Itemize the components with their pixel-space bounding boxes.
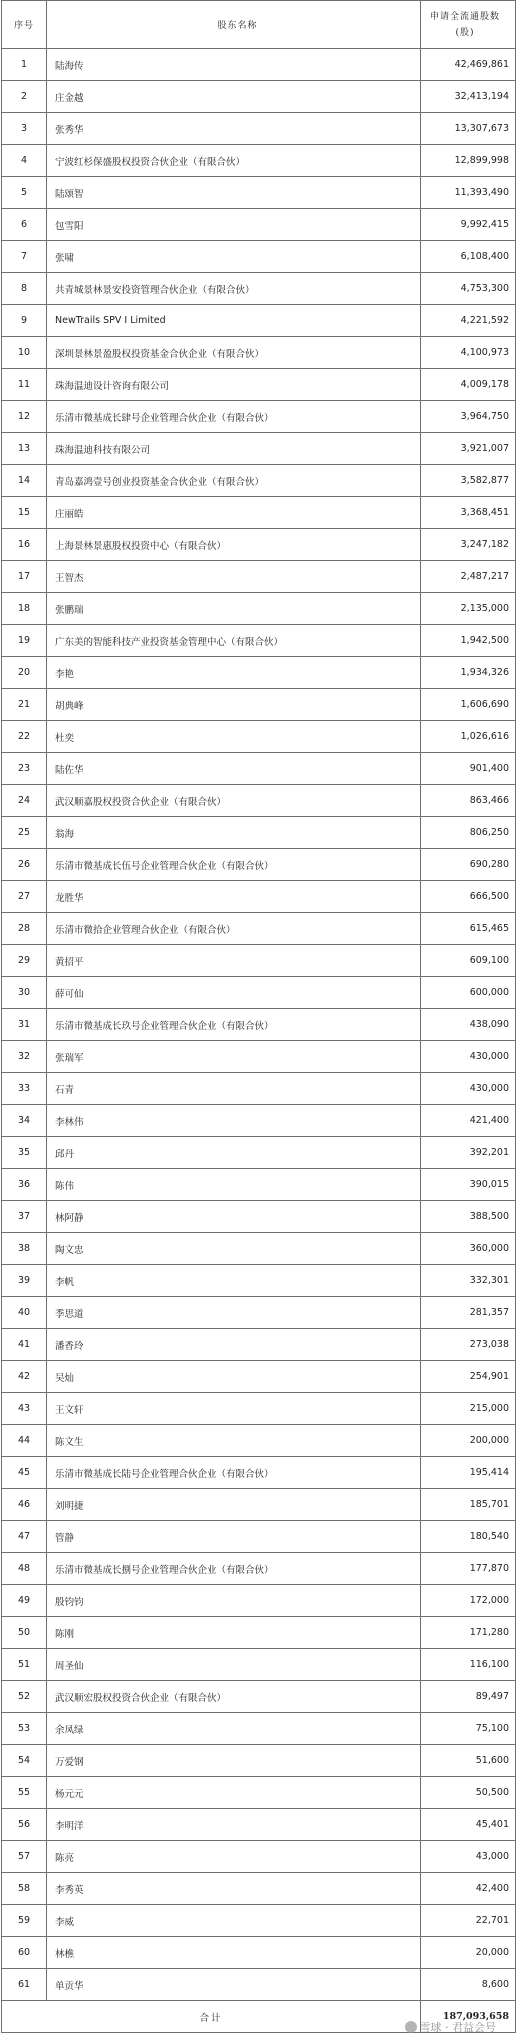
row-shares: 690,280 <box>421 849 516 881</box>
row-name: 包雪阳 <box>47 209 421 241</box>
table-row <box>2 1809 516 1841</box>
table-row <box>2 1585 516 1617</box>
row-shares: 615,465 <box>421 913 516 945</box>
row-name: 李威 <box>47 1905 421 1937</box>
shareholder-table <box>1 0 516 2033</box>
row-no: 44 <box>2 1425 47 1457</box>
row-name: 乐清市微基成长伍号企业管理合伙企业（有限合伙） <box>47 849 421 881</box>
row-shares: 273,038 <box>421 1329 516 1361</box>
row-name: 张鹏瑞 <box>47 593 421 625</box>
row-no: 58 <box>2 1873 47 1905</box>
row-shares: 806,250 <box>421 817 516 849</box>
row-name: 杜奕 <box>47 721 421 753</box>
row-no: 6 <box>2 209 47 241</box>
table-row <box>2 1937 516 1969</box>
row-name: 李明洋 <box>47 1809 421 1841</box>
row-no: 11 <box>2 369 47 401</box>
row-name: 陈亮 <box>47 1841 421 1873</box>
row-no: 48 <box>2 1553 47 1585</box>
row-shares: 6,108,400 <box>421 241 516 273</box>
row-no: 59 <box>2 1905 47 1937</box>
row-name: 陈刚 <box>47 1617 421 1649</box>
table-row <box>2 273 516 305</box>
row-name: 李林伟 <box>47 1105 421 1137</box>
row-no: 33 <box>2 1073 47 1105</box>
row-shares: 360,000 <box>421 1233 516 1265</box>
table-row <box>2 1905 516 1937</box>
row-name: 广东美的智能科技产业投资基金管理中心（有限合伙） <box>47 625 421 657</box>
row-no: 47 <box>2 1521 47 1553</box>
table-row <box>2 977 516 1009</box>
row-shares: 666,500 <box>421 881 516 913</box>
row-no: 41 <box>2 1329 47 1361</box>
row-no: 60 <box>2 1937 47 1969</box>
row-shares: 75,100 <box>421 1713 516 1745</box>
row-no: 28 <box>2 913 47 945</box>
row-shares: 195,414 <box>421 1457 516 1489</box>
table-row <box>2 1169 516 1201</box>
row-name: 张瑞军 <box>47 1041 421 1073</box>
row-no: 22 <box>2 721 47 753</box>
row-no: 17 <box>2 561 47 593</box>
table-row <box>2 1841 516 1873</box>
row-shares: 8,600 <box>421 1969 516 2001</box>
row-name: 季思道 <box>47 1297 421 1329</box>
row-shares: 51,600 <box>421 1745 516 1777</box>
row-no: 8 <box>2 273 47 305</box>
row-no: 31 <box>2 1009 47 1041</box>
row-shares: 4,753,300 <box>421 273 516 305</box>
row-name: 庄金越 <box>47 81 421 113</box>
row-no: 4 <box>2 145 47 177</box>
row-no: 51 <box>2 1649 47 1681</box>
row-name: 陈文生 <box>47 1425 421 1457</box>
table-row <box>2 1969 516 2001</box>
row-no: 14 <box>2 465 47 497</box>
row-name: NewTrails SPV I Limited <box>47 305 421 337</box>
row-name: 武汉顺宏股权投资合伙企业（有限合伙） <box>47 1681 421 1713</box>
table-row <box>2 1265 516 1297</box>
row-no: 21 <box>2 689 47 721</box>
table-row <box>2 689 516 721</box>
row-shares: 3,964,750 <box>421 401 516 433</box>
header-name: 股东名称 <box>47 1 421 49</box>
header-shares <box>421 1 516 49</box>
row-shares: 45,401 <box>421 1809 516 1841</box>
row-name: 王文轩 <box>47 1393 421 1425</box>
table-row <box>2 593 516 625</box>
row-name: 李艳 <box>47 657 421 689</box>
row-shares: 332,301 <box>421 1265 516 1297</box>
row-no: 53 <box>2 1713 47 1745</box>
row-name: 张秀华 <box>47 113 421 145</box>
row-shares: 1,606,690 <box>421 689 516 721</box>
row-name: 共青城景林景安投资管理合伙企业（有限合伙） <box>47 273 421 305</box>
row-shares: 89,497 <box>421 1681 516 1713</box>
table-row <box>2 145 516 177</box>
row-name: 陆颂智 <box>47 177 421 209</box>
row-shares: 42,400 <box>421 1873 516 1905</box>
row-name: 李秀英 <box>47 1873 421 1905</box>
table-row <box>2 1713 516 1745</box>
row-name: 乐清市微基成长肆号企业管理合伙企业（有限合伙） <box>47 401 421 433</box>
row-name: 乐清市微基成长玖号企业管理合伙企业（有限合伙） <box>47 1009 421 1041</box>
row-name: 武汉顺嘉股权投资合伙企业（有限合伙） <box>47 785 421 817</box>
header-shares-line1: 申请全流通股数 <box>429 11 500 22</box>
row-no: 56 <box>2 1809 47 1841</box>
table-row <box>2 81 516 113</box>
row-shares: 281,357 <box>421 1297 516 1329</box>
row-shares: 392,201 <box>421 1137 516 1169</box>
row-no: 2 <box>2 81 47 113</box>
row-no: 50 <box>2 1617 47 1649</box>
table-row <box>2 1105 516 1137</box>
table-row <box>2 849 516 881</box>
row-shares: 50,500 <box>421 1777 516 1809</box>
row-no: 43 <box>2 1393 47 1425</box>
row-name: 宁波红杉保盛股权投资合伙企业（有限合伙） <box>47 145 421 177</box>
row-no: 25 <box>2 817 47 849</box>
table-row <box>2 337 516 369</box>
row-name: 吴灿 <box>47 1361 421 1393</box>
row-shares: 4,009,178 <box>421 369 516 401</box>
table-row <box>2 1873 516 1905</box>
row-no: 54 <box>2 1745 47 1777</box>
row-shares: 609,100 <box>421 945 516 977</box>
table-row <box>2 657 516 689</box>
table-row <box>2 1649 516 1681</box>
row-shares: 3,582,877 <box>421 465 516 497</box>
row-shares: 1,942,500 <box>421 625 516 657</box>
row-shares: 177,870 <box>421 1553 516 1585</box>
row-shares: 4,221,592 <box>421 305 516 337</box>
row-name: 乐清市微基成长陆号企业管理合伙企业（有限合伙） <box>47 1457 421 1489</box>
row-shares: 171,280 <box>421 1617 516 1649</box>
table-row <box>2 1617 516 1649</box>
row-no: 52 <box>2 1681 47 1713</box>
row-no: 61 <box>2 1969 47 2001</box>
table-row <box>2 1777 516 1809</box>
table-row <box>2 1457 516 1489</box>
table-row <box>2 1745 516 1777</box>
table-row <box>2 1425 516 1457</box>
row-shares: 13,307,673 <box>421 113 516 145</box>
row-shares: 3,921,007 <box>421 433 516 465</box>
row-shares: 32,413,194 <box>421 81 516 113</box>
row-name: 潘香玲 <box>47 1329 421 1361</box>
row-name: 周圣仙 <box>47 1649 421 1681</box>
row-shares: 12,899,998 <box>421 145 516 177</box>
row-no: 26 <box>2 849 47 881</box>
row-name: 杨元元 <box>47 1777 421 1809</box>
row-name: 殷钧钧 <box>47 1585 421 1617</box>
table-row <box>2 49 516 81</box>
row-name: 张啸 <box>47 241 421 273</box>
row-shares: 200,000 <box>421 1425 516 1457</box>
row-shares: 172,000 <box>421 1585 516 1617</box>
row-name: 余凤绿 <box>47 1713 421 1745</box>
table-header <box>2 1 516 49</box>
row-shares: 22,701 <box>421 1905 516 1937</box>
row-no: 10 <box>2 337 47 369</box>
row-no: 35 <box>2 1137 47 1169</box>
table-row <box>2 1521 516 1553</box>
row-shares: 438,090 <box>421 1009 516 1041</box>
total-label: 合计 <box>2 2001 421 2033</box>
table-row <box>2 1041 516 1073</box>
table-row <box>2 625 516 657</box>
row-no: 36 <box>2 1169 47 1201</box>
row-shares: 430,000 <box>421 1073 516 1105</box>
row-name: 龙胜华 <box>47 881 421 913</box>
table-row <box>2 241 516 273</box>
row-shares: 180,540 <box>421 1521 516 1553</box>
table-row <box>2 817 516 849</box>
row-no: 9 <box>2 305 47 337</box>
row-shares: 254,901 <box>421 1361 516 1393</box>
table-row <box>2 497 516 529</box>
row-shares: 1,934,326 <box>421 657 516 689</box>
row-no: 57 <box>2 1841 47 1873</box>
row-shares: 4,100,973 <box>421 337 516 369</box>
row-shares: 421,400 <box>421 1105 516 1137</box>
table-row <box>2 369 516 401</box>
row-no: 29 <box>2 945 47 977</box>
row-no: 13 <box>2 433 47 465</box>
row-name: 陶文忠 <box>47 1233 421 1265</box>
row-no: 27 <box>2 881 47 913</box>
row-no: 45 <box>2 1457 47 1489</box>
row-no: 18 <box>2 593 47 625</box>
table-row <box>2 1329 516 1361</box>
row-no: 40 <box>2 1297 47 1329</box>
table-row <box>2 529 516 561</box>
row-name: 胡典峰 <box>47 689 421 721</box>
row-no: 39 <box>2 1265 47 1297</box>
table-row <box>2 1361 516 1393</box>
row-name: 黄招平 <box>47 945 421 977</box>
table-row <box>2 1201 516 1233</box>
row-name: 邱丹 <box>47 1137 421 1169</box>
header-shares-line2: (股) <box>455 27 475 38</box>
row-no: 42 <box>2 1361 47 1393</box>
table-row <box>2 913 516 945</box>
table-row <box>2 1553 516 1585</box>
row-shares: 2,487,217 <box>421 561 516 593</box>
row-name: 深圳景林景盈股权投资基金合伙企业（有限合伙） <box>47 337 421 369</box>
row-shares: 215,000 <box>421 1393 516 1425</box>
row-name: 林阿静 <box>47 1201 421 1233</box>
table-row <box>2 785 516 817</box>
header-no: 序号 <box>2 1 47 49</box>
row-no: 7 <box>2 241 47 273</box>
row-name: 青岛嘉鸿壹号创业投资基金合伙企业（有限合伙） <box>47 465 421 497</box>
row-no: 55 <box>2 1777 47 1809</box>
row-name: 王智杰 <box>47 561 421 593</box>
table-row <box>2 1137 516 1169</box>
row-name: 陆佐华 <box>47 753 421 785</box>
table-row <box>2 401 516 433</box>
row-shares: 43,000 <box>421 1841 516 1873</box>
row-shares: 185,701 <box>421 1489 516 1521</box>
row-name: 陈伟 <box>47 1169 421 1201</box>
table-row <box>2 1489 516 1521</box>
header-row <box>2 1 516 49</box>
row-name: 乐清市微基成长捌号企业管理合伙企业（有限合伙） <box>47 1553 421 1585</box>
row-name: 陆海传 <box>47 49 421 81</box>
row-shares: 901,400 <box>421 753 516 785</box>
row-no: 16 <box>2 529 47 561</box>
table-row <box>2 561 516 593</box>
row-name: 刘明捷 <box>47 1489 421 1521</box>
table-row <box>2 113 516 145</box>
row-name: 石青 <box>47 1073 421 1105</box>
table-row <box>2 1681 516 1713</box>
row-no: 30 <box>2 977 47 1009</box>
table-row <box>2 1297 516 1329</box>
table-row <box>2 721 516 753</box>
snowball-logo-icon <box>405 2021 417 2033</box>
row-name: 珠海温迪科技有限公司 <box>47 433 421 465</box>
row-name: 李帆 <box>47 1265 421 1297</box>
table-row <box>2 753 516 785</box>
row-shares: 388,500 <box>421 1201 516 1233</box>
table-body <box>2 49 516 2001</box>
row-name: 万爱钢 <box>47 1745 421 1777</box>
table-row <box>2 433 516 465</box>
row-no: 23 <box>2 753 47 785</box>
row-name: 庄丽皓 <box>47 497 421 529</box>
row-no: 20 <box>2 657 47 689</box>
table-row <box>2 1073 516 1105</box>
table-row <box>2 1233 516 1265</box>
table-row <box>2 209 516 241</box>
row-shares: 430,000 <box>421 1041 516 1073</box>
total-shares: 187,093,658 <box>421 2001 516 2033</box>
watermark <box>405 2019 497 2035</box>
row-no: 15 <box>2 497 47 529</box>
table-row <box>2 1393 516 1425</box>
row-no: 49 <box>2 1585 47 1617</box>
row-shares: 390,015 <box>421 1169 516 1201</box>
row-shares: 9,992,415 <box>421 209 516 241</box>
row-name: 林樵 <box>47 1937 421 1969</box>
row-shares: 3,247,182 <box>421 529 516 561</box>
row-shares: 20,000 <box>421 1937 516 1969</box>
row-no: 12 <box>2 401 47 433</box>
row-name: 单贡华 <box>47 1969 421 2001</box>
row-no: 19 <box>2 625 47 657</box>
row-name: 上海景林景惠股权投资中心（有限合伙） <box>47 529 421 561</box>
row-no: 5 <box>2 177 47 209</box>
watermark-text: 雪球 · 君益会号 <box>419 2021 496 2034</box>
row-shares: 1,026,616 <box>421 721 516 753</box>
row-no: 37 <box>2 1201 47 1233</box>
row-shares: 116,100 <box>421 1649 516 1681</box>
row-shares: 863,466 <box>421 785 516 817</box>
row-shares: 42,469,861 <box>421 49 516 81</box>
table-row <box>2 1009 516 1041</box>
row-name: 珠海温迪设计咨询有限公司 <box>47 369 421 401</box>
row-no: 24 <box>2 785 47 817</box>
row-name: 乐清市微拾企业管理合伙企业（有限合伙） <box>47 913 421 945</box>
row-name: 管静 <box>47 1521 421 1553</box>
row-shares: 2,135,000 <box>421 593 516 625</box>
row-no: 32 <box>2 1041 47 1073</box>
table-row <box>2 177 516 209</box>
table-row <box>2 305 516 337</box>
table-row <box>2 881 516 913</box>
row-shares: 3,368,451 <box>421 497 516 529</box>
row-shares: 11,393,490 <box>421 177 516 209</box>
row-no: 1 <box>2 49 47 81</box>
table-row <box>2 465 516 497</box>
row-name: 翁海 <box>47 817 421 849</box>
row-name: 薛可仙 <box>47 977 421 1009</box>
row-no: 46 <box>2 1489 47 1521</box>
row-shares: 600,000 <box>421 977 516 1009</box>
table-row <box>2 945 516 977</box>
row-no: 38 <box>2 1233 47 1265</box>
row-no: 3 <box>2 113 47 145</box>
row-no: 34 <box>2 1105 47 1137</box>
